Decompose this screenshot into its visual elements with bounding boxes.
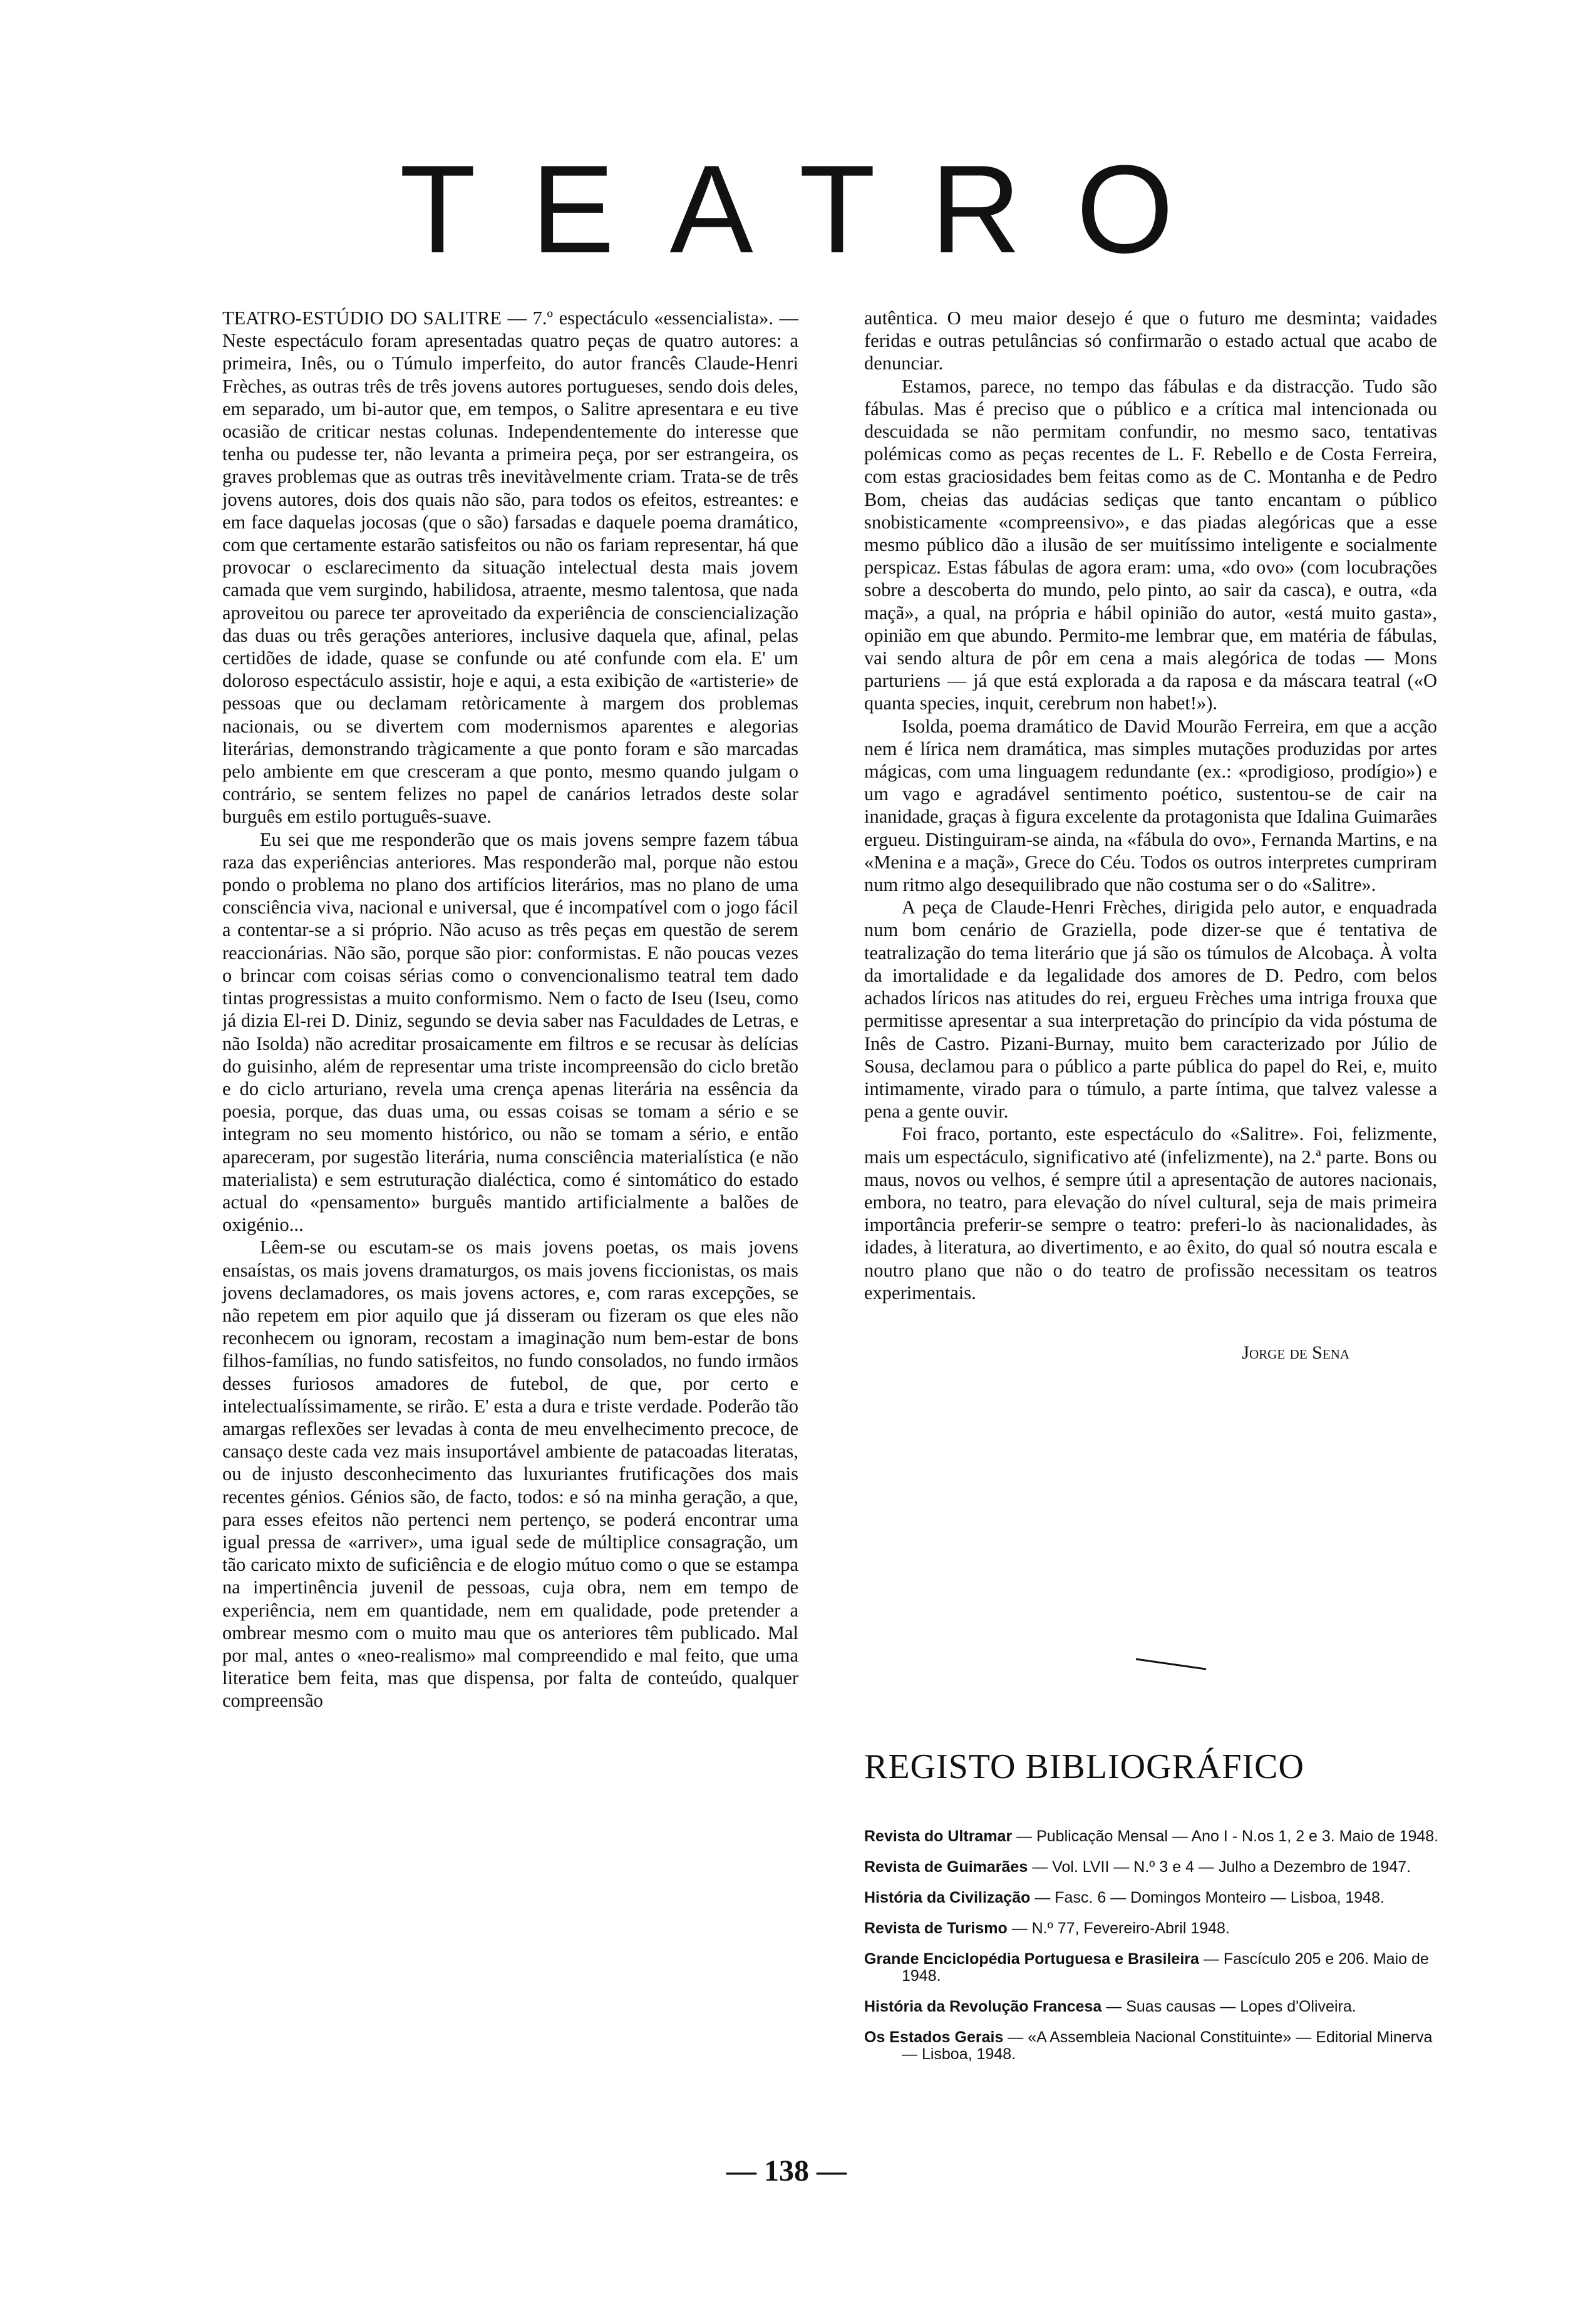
article-author: Jorge de Sena <box>1242 1342 1349 1363</box>
article-paragraph: Estamos, parece, no tempo das fábulas e da distracção. Tudo são fábulas. Mas é preciso que o público e a crítica mal intencionada ou descuidada se não permitam confundir, no mesmo saco, tentativas polémicas como as peças recentes de L. F. Rebello e de Costa Ferreira, com estas graciosidades bem feitas como as de C. Montanha e de Pedro Bom, cheias das audácias sediças que tanto encantam o público snobisticamente «compreensivo», e das piadas alegóricas que a esse mesmo público dão a ilusão de ser muitíssimo inteligente e socialmente perspicaz. Estas fábulas de agora eram: uma, «do ovo» (com locubrações sobre a descoberta do mundo, pelo pinto, ao sair da casca), e outra, «da maçã», a qual, na própria e hábil opinião do autor, «está muito gasta», opinião em que abundo. Permito-me lembrar que, em matéria de fábulas, vai sendo altura de pôr em cena a mais alegórica de todas — Mons parturiens — já que está explorada a da raposa e da máscara teatral («O quanta species, inquit, cerebrum non habet!»). <box>864 375 1437 714</box>
article-paragraph: Eu sei que me responderão que os mais jovens sempre fazem tábua raza das experiências anteriores. Mas responderão mal, porque não estou pondo o problema no plano dos artifícios literários, mas no plano de uma consciência viva, nacional e universal, que é incompatível com o jogo fácil a contentar-se a si próprio. Não acuso as três peças em questão de serem reaccionárias. Não são, porque são pior: conformistas. E não poucas vezes o brincar com coisas sérias como o convencionalismo teatral tem dado tintas progressistas a muito conformismo. Nem o facto de Iseu (Iseu, como já dizia El-rei D. Diniz, segundo se devia saber nas Faculdades de Letras, e não Isolda) não acreditar prosaicamente em filtros e se recusar às delícias do guisinho, além de representar uma triste incompreensão do ciclo bretão e do ciclo arturiano, revela uma crença apenas literária na essência da poesia, porque, das duas uma, ou essas coisas se tomam a sério e se integram no seu momento histórico, ou não se tomam a sério, e então apareceram, por sugestão literária, numa consciência materialística (e não materialista) e sem estruturação dialéctica, como é sintomático do estado actual do «pensamento» burguês mantido artificialmente a balões de oxigénio... <box>222 828 798 1236</box>
registo-item-details: — «A Assembleia Nacional Constituinte» — Editorial Minerva — Lisboa, 1948. <box>902 2028 1433 2063</box>
registo-title: REGISTO BIBLIOGRÁFICO <box>864 1747 1304 1786</box>
registo-item <box>864 1828 1440 1845</box>
registo-item <box>864 1951 1440 1985</box>
article-paragraph: A peça de Claude-Henri Frèches, dirigida pelo autor, e enquadrada num bom cenário de Graziella, pode dizer-se que é tentativa de teatralização do tema literário que já são os túmulos de Alcobaça. À volta da imortalidade e da legalidade dos amores de D. Pedro, com belos achados líricos nas atitudes do rei, ergueu Frèches uma intriga frouxa que permitisse apresentar a sua interpretação do princípio da vida póstuma de Inês de Castro. Pizani-Burnay, muito bem caracterizado por Júlio de Sousa, declamou para o público a parte pública do papel do Rei, e, muito intimamente, virado para o túmulo, a parte íntima, que talvez valesse a pena a gente ouvir. <box>864 897 1437 1123</box>
registo-item-name: Revista de Guimarães <box>864 1858 1028 1876</box>
registo-list <box>864 1828 1440 2077</box>
registo-item-details: — Fasc. 6 — Domingos Monteiro — Lisboa, 1948. <box>1034 1889 1385 1906</box>
registo-item-details: — N.º 77, Fevereiro-Abril 1948. <box>1011 1920 1230 1937</box>
registo-item-name: Revista de Turismo <box>864 1920 1008 1937</box>
registo-item-details: — Publicação Mensal — Ano I - N.os 1, 2 e 3. Maio de 1948. <box>1016 1828 1439 1845</box>
article-paragraph: Lêem-se ou escutam-se os mais jovens poetas, os mais jovens ensaístas, os mais jovens dramaturgos, os mais jovens ficcionistas, os mais jovens declamadores, os mais jovens actores, e, com raras excepções, se não repetem em pior aquilo que já disseram ou fizeram os que eles não reconhecem ou ignoram, recostam a imaginação num bem-estar de bons filhos-famílias, no fundo satisfeitos, no fundo consolados, no fundo irmãos desses furiosos amadores de futebol, de que, por certo e intelectualíssimamente, se rirão. E' esta a dura e triste verdade. Poderão tão amargas reflexões ser levadas à conta de meu envelhecimento precoce, de cansaço deste cada vez mais insuportável ambiente de patacoadas literatas, ou de injusto desconhecimento das luxuriantes frutificações dos mais recentes génios. Génios são, de facto, todos: e só na minha geração, a que, para esses efeitos não pertenci nem pertenço, se poderá encontrar uma igual pressa de «arriver», uma igual sede de múltiplice consagração, um tão caricato mixto de suficiência e de elogio mútuo como o que se estampa na impertinência juvenil de pessoas, cuja obra, nem em tempo de experiência, nem em quantidade, nem em qualidade, pode pretender a ombrear mesmo com o muito mau que os anteriores têm publicado. Mal por mal, antes o «neo-realismo» mal compreendido e mal feito, que uma literatice bem feita, mas que dispensa, por falta de conteúdo, qualquer compreensão <box>222 1237 798 1712</box>
registo-item <box>864 1998 1440 2015</box>
article-right-column <box>864 307 1437 1364</box>
registo-item-name: Os Estados Gerais <box>864 2028 1004 2046</box>
registo-item <box>864 2029 1440 2063</box>
page-number: — 138 — <box>726 2154 847 2188</box>
registo-item-details: — Fascículo 205 e 206. Maio de 1948. <box>902 1950 1429 1985</box>
registo-item <box>864 1920 1440 1937</box>
article-paragraph: autêntica. O meu maior desejo é que o futuro me desminta; vaidades feridas e outras petulâncias só confirmarão o estado actual que acabo de denunciar. <box>864 307 1437 374</box>
article-left-column <box>222 307 798 1712</box>
registo-item-details: — Suas causas — Lopes d'Oliveira. <box>1106 1998 1356 2015</box>
registo-item-name: História da Civilização <box>864 1889 1031 1906</box>
registo-item-name: Grande Enciclopédia Portuguesa e Brasileira <box>864 1950 1199 1968</box>
article-paragraph: Isolda, poema dramático de David Mourão Ferreira, em que a acção nem é lírica nem dramática, mas simples mutações produzidas por artes mágicas, com uma linguagem redundante (ex.: «prodigioso, prodígio») e um vago e agradável sentimento poético, sustentou-se de cair na inanidade, graças à figura excelente da protagonista que Idalina Guimarães ergueu. Distinguiram-se ainda, na «fábula do ovo», Fernanda Martins, e na «Menina e a maçã», Grece do Céu. Todos os outros interpretes cumpriram num ritmo algo desequilibrado que não costuma ser o do «Salitre». <box>864 715 1437 896</box>
registo-item-name: Revista do Ultramar <box>864 1828 1013 1845</box>
divider-flourish <box>1133 1653 1209 1672</box>
registo-item-name: História da Revolução Francesa <box>864 1998 1102 2015</box>
article-paragraph: TEATRO-ESTÚDIO DO SALITRE — 7.º espectáculo «essencialista». — Neste espectáculo foram apresentadas quatro peças de quatro autores: a primeira, Inês, ou o Túmulo imperfeito, do autor francês Claude-Henri Frèches, as outras três de três jovens autores portugueses, sendo dois deles, em separado, um bi-autor que, em tempos, o Salitre apresentara e eu tive ocasião de criticar nestas colunas. Independentemente do interesse que tenha ou pudesse ter, não levanta a primeira peça, por ser estrangeira, os graves problemas que as outras três inevitàvelmente criam. Trata-se de três jovens autores, dois dos quais não são, para todos os efeitos, estreantes: e em face daquelas jocosas (que o são) farsadas e daquele poema dramático, com que certamente estarão satisfeitos ou não os fariam representar, há que provocar o esclarecimento da situação intelectual desta mais jovem camada que vem surgindo, habilidosa, atraente, mesmo talentosa, que nada aproveitou ou parece ter aproveitado da experiência de consciencialização das duas ou três gerações anteriores, inclusive daquela que, afinal, pelas certidões de idade, quase se confunde ou até confunde com ela. E' um doloroso espectáculo assistir, hoje e aqui, a esta exibição de «artisterie» de pessoas que ou declamam retòricamente à margem dos problemas nacionais, ou se divertem com modernismos aparentes e alegorias literárias, demonstrando tràgicamente a que ponto foram e são marcadas pelo ambiente em que cresceram a que ponto, mesmo quando julgam o contrário, se sentem felizes no papel de canários letrados deste solar burguês em estilo português-suave. <box>222 307 798 828</box>
registo-item <box>864 1890 1440 1906</box>
registo-item <box>864 1859 1440 1876</box>
article-paragraph: Foi fraco, portanto, este espectáculo do «Salitre». Foi, felizmente, mais um espectáculo, significativo até (infelizmente), na 2.ª parte. Bons ou maus, novos ou velhos, é sempre útil a apresentação de autores nacionais, embora, no teatro, para elevação do nível cultural, seja de mais primeira importância preferir-se sempre o teatro: preferi-lo às nacionalidades, às idades, à literatura, ao divertimento, e ao êxito, do qual só noutra escala e noutro plano que não o do teatro de profissão necessitam os teatros experimentais. <box>864 1123 1437 1303</box>
page-title: TEATRO <box>399 140 1229 279</box>
registo-item-details: — Vol. LVII — N.º 3 e 4 — Julho a Dezembro de 1947. <box>1032 1858 1411 1876</box>
